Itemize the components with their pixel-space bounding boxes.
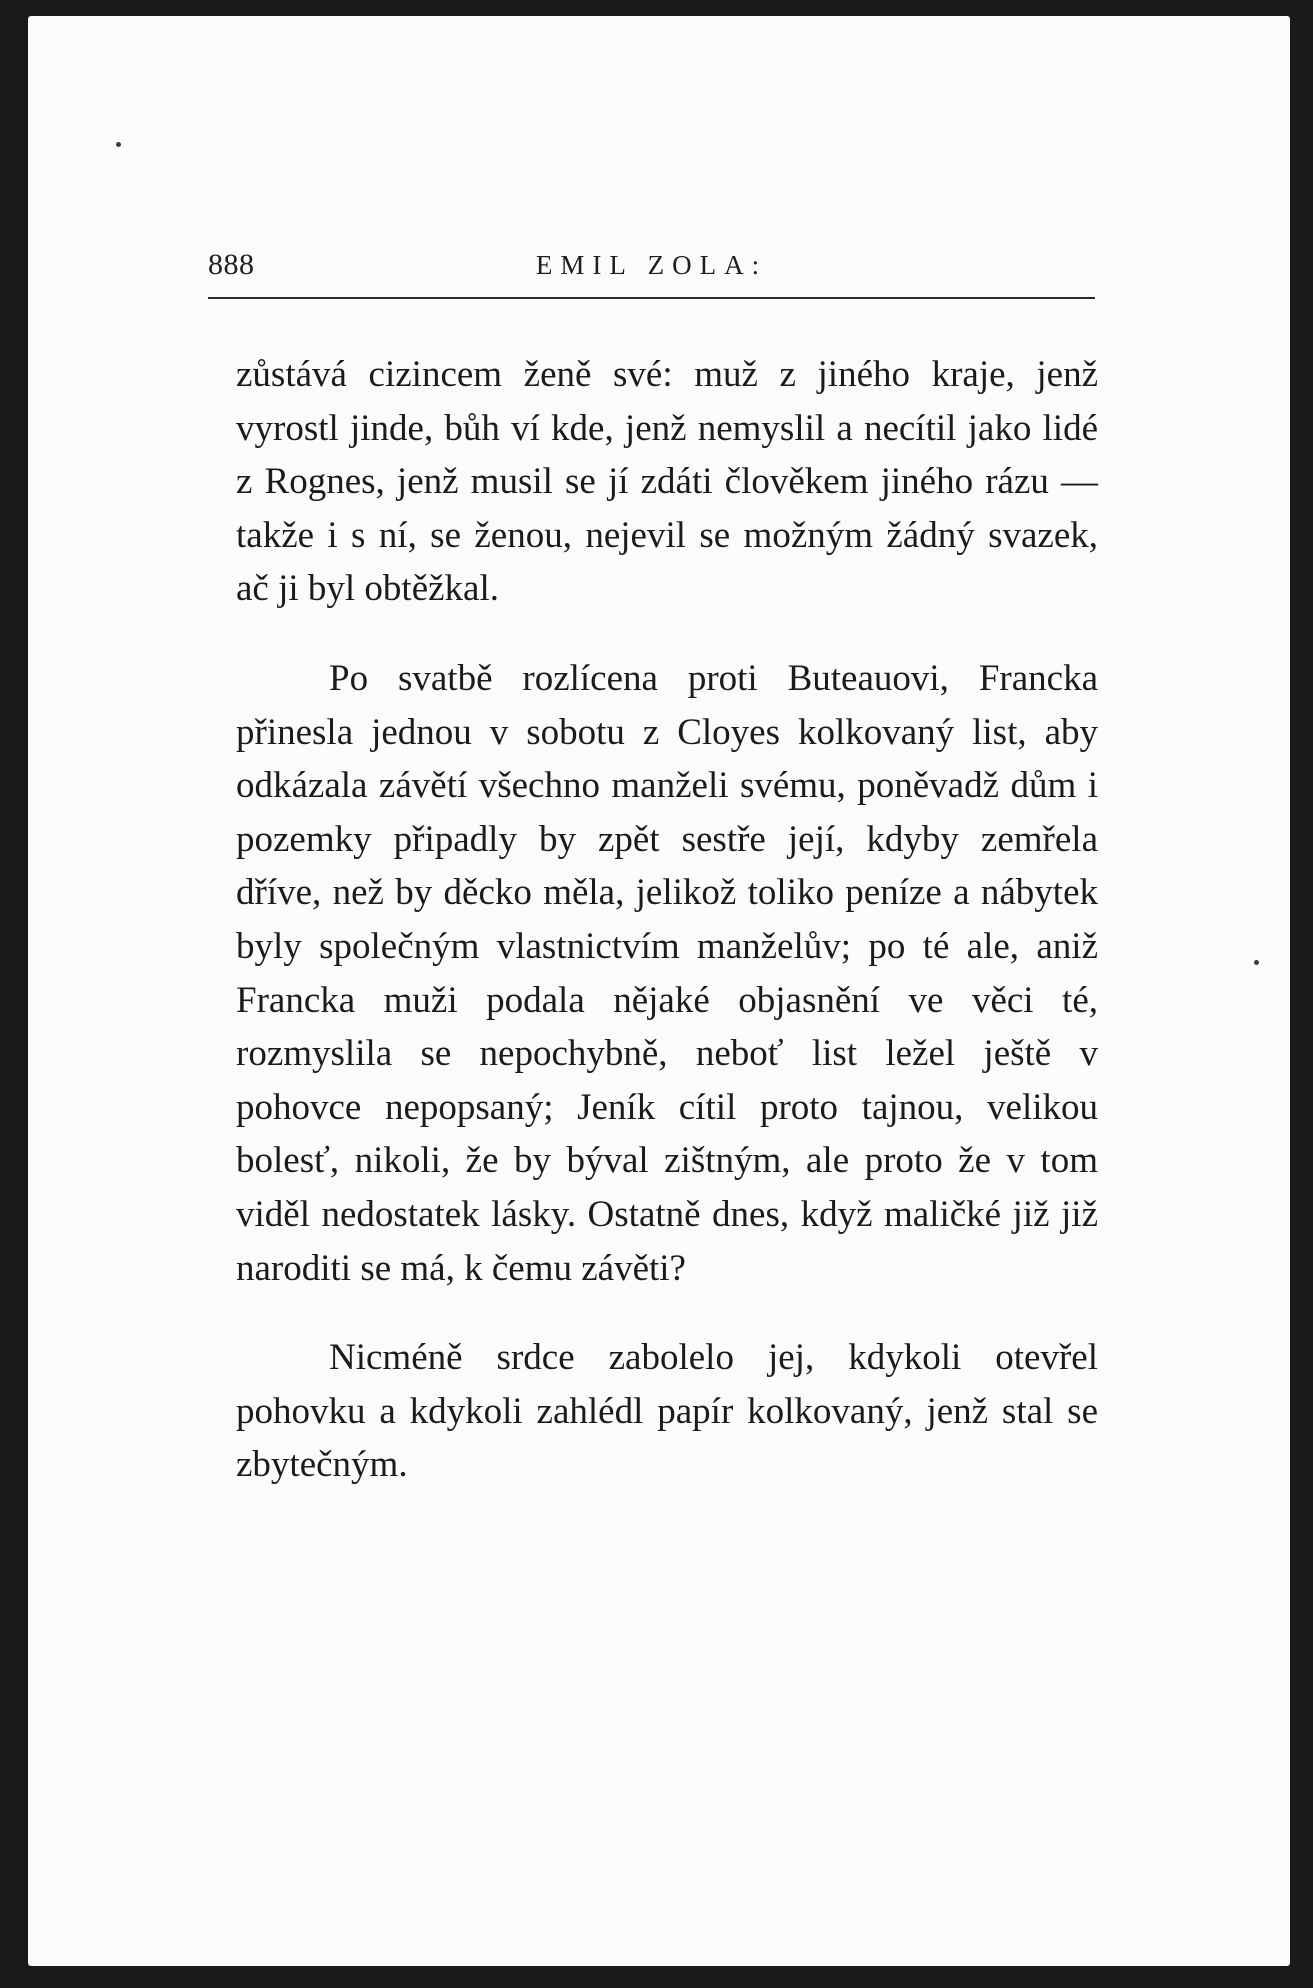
paragraph-2: Po svatbě rozlícena proti Buteauovi, Francka přinesla jednou v sobotu z Cloyes kolkovaný list, aby odkázala závětí všechno manželi svému, poněvadž dům i pozemky připadly by zpět sestře její, kdyby zemřela dříve, než by děcko měla, jelikož toliko peníze a nábytek byly společným vlastnictvím manželův; po té ale, aniž Francka muži podala nějaké objasnění ve věci té, rozmyslila se nepochybně, neboť list ležel ještě v pohovce nepopsaný; Jeník cítil proto tajnou, velikou bolesť, nikoli, že by býval zištným, ale proto že v tom viděl nedostatek lásky. Ostatně dnes, když maličké již již naroditi se má, k čemu závěti? — [236, 657, 1098, 1289]
running-head — [208, 248, 1095, 288]
scan-speck — [116, 142, 121, 147]
page-number: 888 — [208, 248, 255, 281]
running-head-author: EMIL ZOLA: — [535, 250, 768, 280]
scan-speck — [1254, 960, 1259, 965]
paragraph-1: zůstává cizincem ženě své: muž z jiného kraje, jenž vyrostl jinde, bůh ví kde, jenž nemyslil a necítil jako lidé z Rognes, jenž musil se jí zdáti člověkem jiného rázu — takže i s ní, se ženou, nejevil se možným žádný svazek, ač ji byl obtěžkal. — [236, 354, 1098, 610]
header-rule — [208, 297, 1095, 299]
paragraph-3: Nicméně srdce zabolelo jej, kdykoli otevřel pohovku a kdykoli zahlédl papír kolkovaný, jenž stal se zbytečným. — [236, 1337, 1098, 1486]
body-text — [236, 348, 1098, 1492]
